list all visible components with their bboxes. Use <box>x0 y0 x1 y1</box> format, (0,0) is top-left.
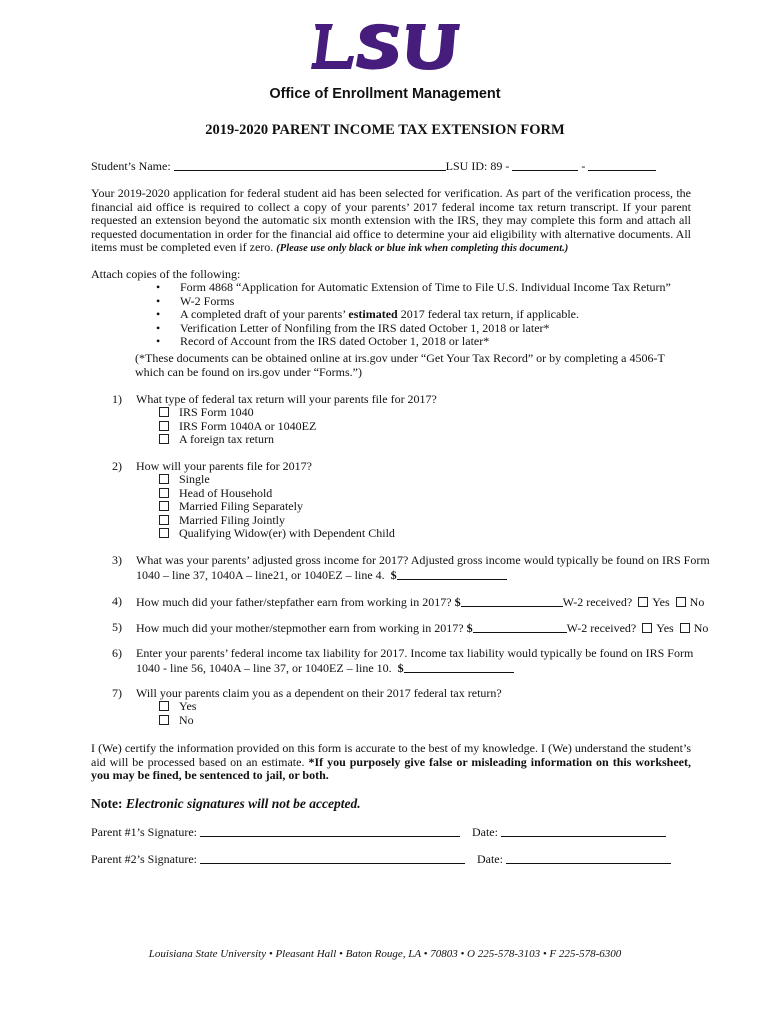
q1-text: What type of federal tax return will your parents file for 2017? <box>136 392 437 406</box>
attach-list <box>152 281 671 349</box>
student-name-label: Student’s Name: <box>91 159 171 173</box>
q7-option: No <box>159 714 196 728</box>
q2-option: Single <box>159 473 395 487</box>
list-item: • Record of Account from the IRS dated October 1, 2018 or later* <box>152 335 671 349</box>
checkbox[interactable] <box>159 407 169 417</box>
q2-text: How will your parents file for 2017? <box>136 459 312 473</box>
lsu-id-separator: - <box>581 159 586 173</box>
tax-liability-field[interactable] <box>404 661 514 673</box>
checkbox[interactable] <box>159 501 169 511</box>
checkbox[interactable] <box>159 434 169 444</box>
student-line <box>91 159 691 174</box>
checkbox[interactable] <box>159 421 169 431</box>
q2-options <box>159 473 395 541</box>
signature-note: Note: Electronic signatures will not be accepted. <box>91 796 361 811</box>
lsu-id-label: LSU ID: 89 - <box>445 159 510 173</box>
q7-option: Yes <box>159 700 196 714</box>
certify-text: I (We) certify the information provided on this form is accurate to the best of my knowledge. I (We) understand the student’s aid will be processed based on an estimate. <box>91 741 691 769</box>
form-title: 2019-2020 PARENT INCOME TAX EXTENSION FORM <box>205 122 565 138</box>
q1-option: A foreign tax return <box>159 433 316 447</box>
checkbox[interactable] <box>159 474 169 484</box>
attach-heading: Attach copies of the following: <box>91 267 241 281</box>
q3-line2: 1040 – line 37, 1040A – line21, or 1040EZ – line 4. $ <box>136 568 696 583</box>
lsu-logo <box>311 23 460 70</box>
q6-line1: Enter your parents’ federal income tax liability for 2017. Income tax liability would typically be found on IRS Form <box>136 646 694 660</box>
student-name-field[interactable] <box>174 159 446 171</box>
certification <box>91 742 691 783</box>
q2-option: Head of Household <box>159 487 395 501</box>
footer-address: Louisiana State University • Pleasant Hall • Baton Rouge, LA • 70803 • O 225-578-3103 • F 225-578-6300 <box>148 948 622 960</box>
attach-note: (*These documents can be obtained online at irs.gov under “Get Your Tax Record” or by completing a 4506-T which can be found on irs.gov under “Forms.”) <box>135 351 665 379</box>
q2-option: Married Filing Separately <box>159 500 395 514</box>
lsu-id-field-2[interactable] <box>588 159 656 171</box>
parent1-signature-row: Parent #1’s Signature: Date: <box>91 825 691 840</box>
checkbox[interactable] <box>680 623 690 633</box>
parent2-date-field[interactable] <box>506 852 671 864</box>
q7-text: Will your parents claim you as a dependent on their 2017 federal tax return? <box>136 686 502 700</box>
intro-text: Your 2019-2020 application for federal student aid has been selected for verification. As part of the verification process, the financial aid office is required to collect a copy of your parents’ 2017 federal income tax return transcript. If your parent requested an extension beyond the automatic six month extension with the IRS, they may complete this form and attach all requested documentation in order for the financial aid office to determine your aid eligibility with alternative documents. All items must be completed even if zero. <box>91 186 691 255</box>
q5-number: 5) <box>112 620 122 634</box>
list-item: • A completed draft of your parents’ estimated 2017 federal tax return, if applicable. <box>152 308 671 322</box>
q1-option: IRS Form 1040 <box>159 406 316 420</box>
list-item: • W-2 Forms <box>152 295 671 309</box>
certify-warning: *If you purposely give false or misleading information on this worksheet, you may be fined, be sentenced to jail, or both. <box>91 754 692 783</box>
q6-number: 6) <box>112 646 122 660</box>
father-earnings-field[interactable] <box>461 595 563 607</box>
office-name: Office of Enrollment Management <box>269 86 501 102</box>
intro-paragraph <box>91 187 691 256</box>
q7-number: 7) <box>112 686 122 700</box>
parent1-signature-field[interactable] <box>200 825 460 837</box>
ink-note: (Please use only black or blue ink when completing this document.) <box>276 243 569 255</box>
checkbox[interactable] <box>159 515 169 525</box>
q1-number: 1) <box>112 392 122 406</box>
q3-number: 3) <box>112 553 122 567</box>
q4-line: How much did your father/stepfather earn from working in 2017? $ W-2 received? Yes No <box>136 595 705 609</box>
q4-number: 4) <box>112 594 122 608</box>
list-item: • Verification Letter of Nonfiling from the IRS dated October 1, 2018 or later* <box>152 322 671 336</box>
q2-option: Married Filing Jointly <box>159 514 395 528</box>
q1-option: IRS Form 1040A or 1040EZ <box>159 420 316 434</box>
checkbox[interactable] <box>638 597 648 607</box>
q6-line2: 1040 - line 56, 1040A – line 37, or 1040EZ – line 10. $ <box>136 661 696 676</box>
q7-options <box>159 700 196 727</box>
parent1-date-field[interactable] <box>501 825 666 837</box>
q3-line1: What was your parents’ adjusted gross income for 2017? Adjusted gross income would typically be found on IRS Form <box>136 553 710 567</box>
checkbox[interactable] <box>159 715 169 725</box>
lsu-id-field-1[interactable] <box>512 159 578 171</box>
mother-earnings-field[interactable] <box>473 621 567 633</box>
q5-line: How much did your mother/stepmother earn from working in 2017? $ W-2 received? Yes No <box>136 621 709 635</box>
list-item: • Form 4868 “Application for Automatic Extension of Time to File U.S. Individual Income Tax Return” <box>152 281 671 295</box>
q1-options <box>159 406 316 447</box>
checkbox[interactable] <box>159 528 169 538</box>
checkbox[interactable] <box>642 623 652 633</box>
parent2-signature-row: Parent #2’s Signature: Date: <box>91 852 691 867</box>
parent2-signature-field[interactable] <box>200 852 465 864</box>
checkbox[interactable] <box>159 488 169 498</box>
checkbox[interactable] <box>676 597 686 607</box>
checkbox[interactable] <box>159 701 169 711</box>
agi-field[interactable] <box>397 568 507 580</box>
q2-number: 2) <box>112 459 122 473</box>
q2-option: Qualifying Widow(er) with Dependent Child <box>159 527 395 541</box>
